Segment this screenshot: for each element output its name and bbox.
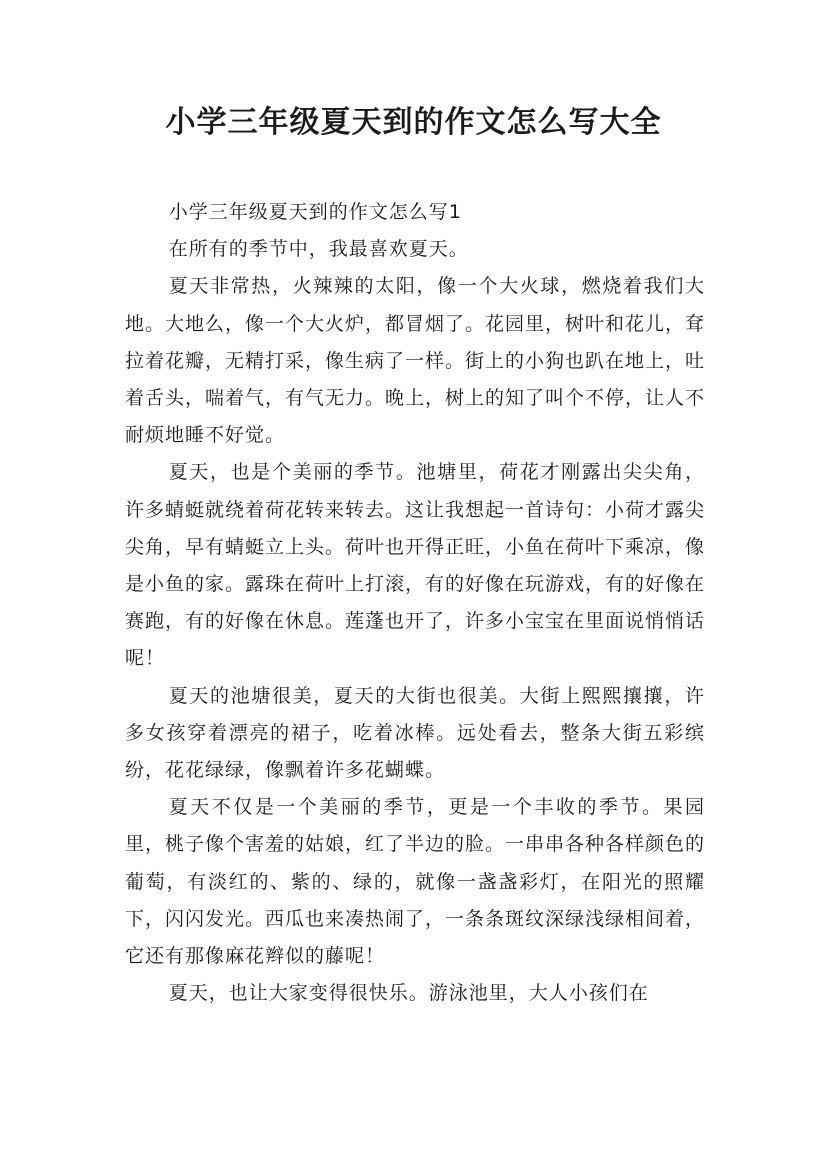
paragraph: 夏天的池塘很美，夏天的大街也很美。大街上熙熙攘攘，许多女孩穿着漂亮的裙子，吃着冰棒。远处看去，整条大街五彩缤纷，花花绿绿，像飘着许多花蝴蝶。 xyxy=(125,684,705,782)
document-title: 小学三年级夏天到的作文怎么写大全 xyxy=(165,105,662,140)
essay-subtitle: 小学三年级夏天到的作文怎么写1 xyxy=(168,201,462,223)
document-body xyxy=(125,194,705,1012)
paragraph: 夏天，也是个美丽的季节。池塘里，荷花才刚露出尖尖角，许多蜻蜓就绕着荷花转来转去。这让我想起一首诗句：小荷才露尖尖角，早有蜻蜓立上头。荷叶也开得正旺，小鱼在荷叶下乘凉，像是小鱼的家。露珠在荷叶上打滚，有的好像在玩游戏，有的好像在赛跑，有的好像在休息。莲蓬也开了，许多小宝宝在里面说悄悄话呢！ xyxy=(125,461,706,670)
paragraph: 夏天，也让大家变得很快乐。游泳池里，大人小孩们在 xyxy=(168,982,649,1005)
paragraph: 夏天非常热，火辣辣的太阳，像一个大火球，燃烧着我们大地。大地么，像一个大火炉，都冒烟了。花园里，树叶和花儿，耷拉着花瓣，无精打采，像生病了一样。街上的小狗也趴在地上，吐着舌头，喘着气，有气无力。晚上，树上的知了叫个不停，让人不耐烦地睡不好觉。 xyxy=(125,275,706,447)
paragraph: 在所有的季节中，我最喜欢夏天。 xyxy=(168,238,469,261)
paragraph: 夏天不仅是一个美丽的季节，更是一个丰收的季节。果园里，桃子像个害羞的姑娘，红了半边的脸。一串串各种各样颜色的葡萄，有淡红的、紫的、绿的，就像一盏盏彩灯，在阳光的照耀下，闪闪发光。西瓜也来凑热闹了，一条条斑纹深绿浅绿相间着，它还有那像麻花辫似的藤呢！ xyxy=(125,796,706,968)
